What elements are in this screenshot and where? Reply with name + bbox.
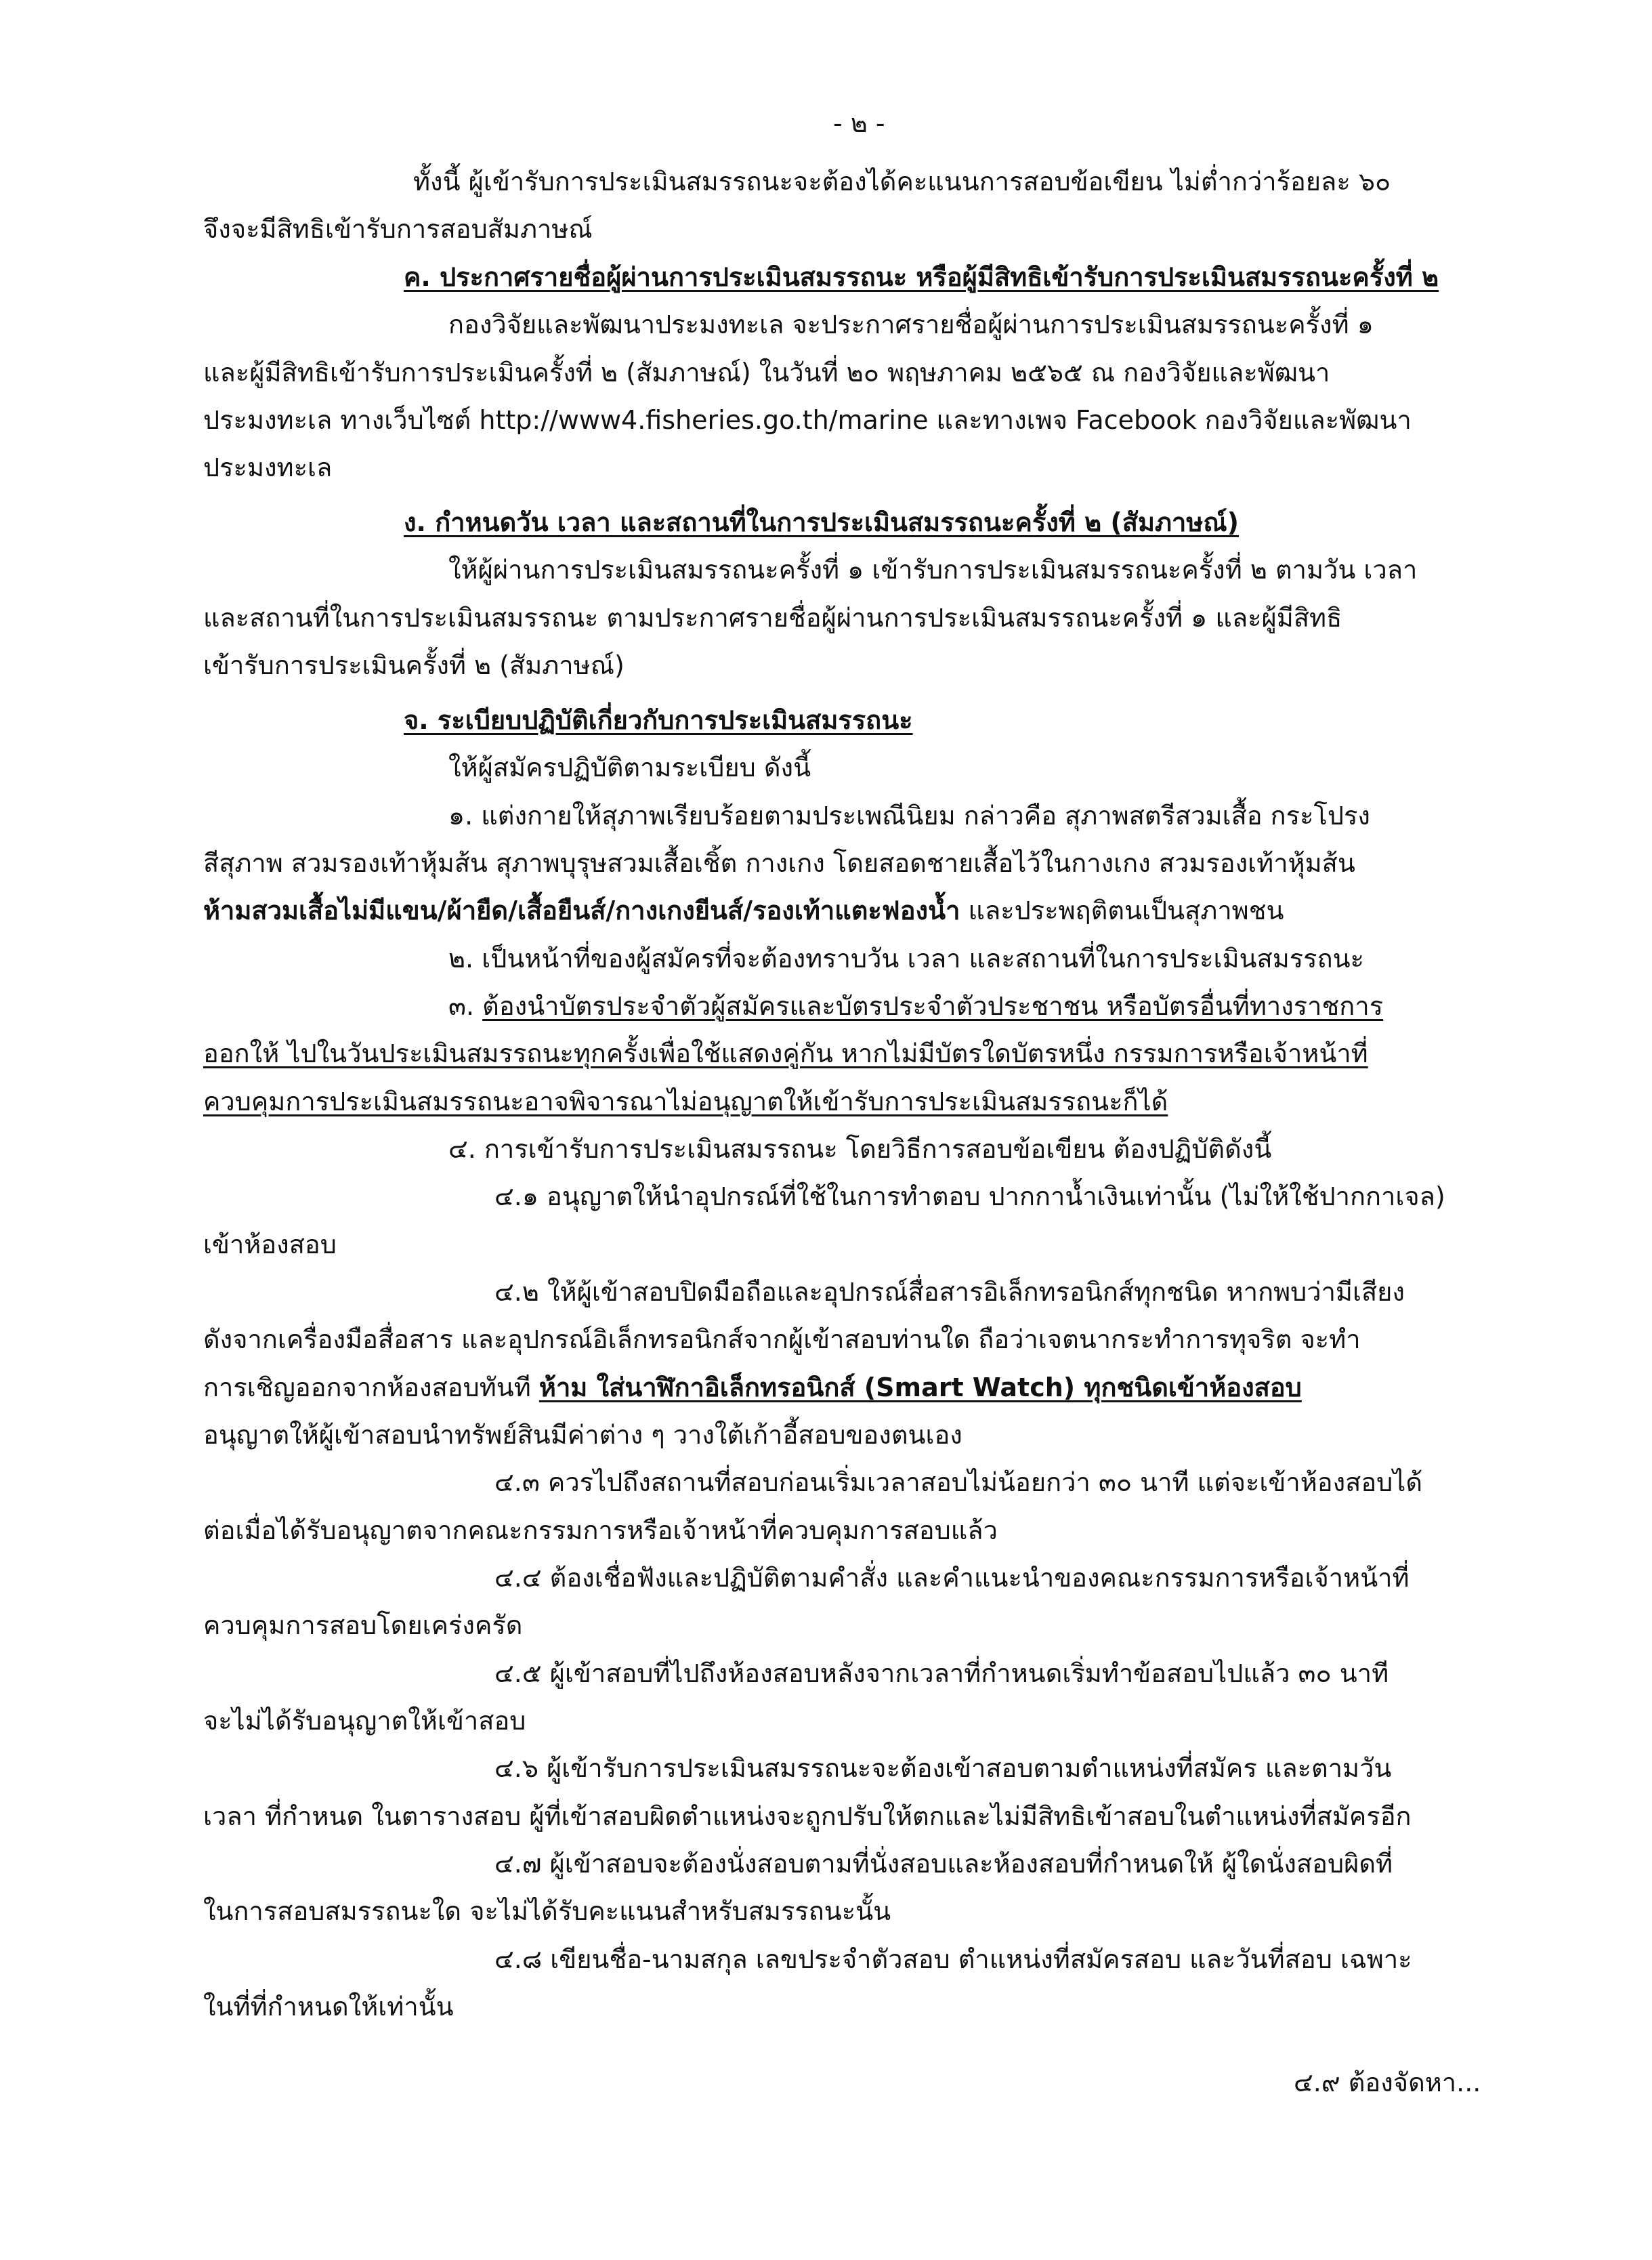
e43-line-2: ต่อเมื่อได้รับอนุญาตจากคณะกรรมการหรือเจ้าหน้าที่ควบคุมการสอบแล้ว <box>203 1515 998 1545</box>
e3-line-1: ๓. ต้องนำบัตรประจำตัวผู้สมัครและบัตรประจำตัวประชาชน หรือบัตรอื่นที่ทางราชการ <box>448 991 1384 1021</box>
heading-c: ค. ประกาศรายชื่อผู้ผ่านการประเมินสมรรถนะ หรือผู้มีสิทธิเข้ารับการประเมินสมรรถนะครั้งที่ ๒ <box>404 262 1439 292</box>
smart-watch-prohibition: ห้าม ใส่นาฬิกาอิเล็กทรอนิกส์ (Smart Watch) ทุกชนิดเข้าห้องสอบ <box>538 1373 1302 1402</box>
e48-line-1: ๔.๘ เขียนชื่อ-นามสกุล เลขประจำตัวสอบ ตำแหน่งที่สมัครสอบ และวันที่สอบ เฉพาะ <box>494 1944 1412 1974</box>
e46-line-1: ๔.๖ ผู้เข้ารับการประเมินสมรรถนะจะต้องเข้าสอบตามตำแหน่งที่สมัคร และตามวัน <box>494 1753 1392 1783</box>
e44-line-2: ควบคุมการสอบโดยเคร่งครัด <box>203 1610 523 1640</box>
d-line-3: เข้ารับการประเมินครั้งที่ ๒ (สัมภาษณ์) <box>203 650 624 680</box>
e42-line-3: การเชิญออกจากห้องสอบทันที ห้าม ใส่นาฬิกาอิเล็กทรอนิกส์ (Smart Watch) ทุกชนิดเข้าห้องสอบ <box>203 1373 1302 1402</box>
d-line-2: และสถานที่ในการประเมินสมรรถนะ ตามประกาศรายชื่อผู้ผ่านการประเมินสมรรถนะครั้งที่ ๑ และผู้มีสิทธิ <box>203 603 1342 633</box>
heading-d: ง. กำหนดวัน เวลา และสถานที่ในการประเมินสมรรถนะครั้งที่ ๒ (สัมภาษณ์) <box>404 507 1240 537</box>
e4-line-1: ๔. การเข้ารับการประเมินสมรรถนะ โดยวิธีการสอบข้อเขียน ต้องปฏิบัติดังนี้ <box>448 1134 1272 1164</box>
e42-line-2: ดังจากเครื่องมือสื่อสาร และอุปกรณ์อิเล็กทรอนิกส์จากผู้เข้าสอบท่านใด ถือว่าเจตนากระทำการทุจริต จะทำ <box>203 1324 1361 1354</box>
intro-line-1: ทั้งนี้ ผู้เข้ารับการประเมินสมรรถนะจะต้องได้คะแนนการสอบข้อเขียน ไม่ต่ำกว่าร้อยละ ๖๐ <box>413 167 1391 196</box>
e43-line-1: ๔.๓ ควรไปถึงสถานที่สอบก่อนเริ่มเวลาสอบไม่น้อยกว่า ๓๐ นาที แต่จะเข้าห้องสอบได้ <box>494 1467 1423 1497</box>
e3-line-3: ควบคุมการประเมินสมรรถนะอาจพิจารณาไม่อนุญาตให้เข้ารับการประเมินสมรรถนะก็ได้ <box>203 1087 1168 1116</box>
intro-line-2: จึงจะมีสิทธิเข้ารับการสอบสัมภาษณ์ <box>203 214 593 244</box>
heading-e: จ. ระเบียบปฏิบัติเกี่ยวกับการประเมินสมรรถนะ <box>404 705 913 735</box>
e45-line-1: ๔.๕ ผู้เข้าสอบที่ไปถึงห้องสอบหลังจากเวลาที่กำหนดเริ่มทำข้อสอบไปแล้ว ๓๐ นาที <box>494 1658 1389 1688</box>
e-line-1: ให้ผู้สมัครปฏิบัติตามระเบียบ ดังนี้ <box>448 753 811 782</box>
e48-line-2: ในที่ที่กำหนดให้เท่านั้น <box>203 1992 454 2022</box>
e47-line-1: ๔.๗ ผู้เข้าสอบจะต้องนั่งสอบตามที่นั่งสอบและห้องสอบที่กำหนดให้ ผู้ใดนั่งสอบผิดที่ <box>494 1849 1393 1879</box>
e41-line-2: เข้าห้องสอบ <box>203 1230 337 1259</box>
e47-line-2: ในการสอบสมรรถนะใด จะไม่ได้รับคะแนนสำหรับสมรรถนะนั้น <box>203 1896 891 1926</box>
c-line-2: และผู้มีสิทธิเข้ารับการประเมินครั้งที่ ๒ (สัมภาษณ์) ในวันที่ ๒๐ พฤษภาคม ๒๕๖๕ ณ กองวิจัยและพัฒนา <box>203 358 1330 388</box>
e1-line-1: ๑. แต่งกายให้สุภาพเรียบร้อยตามประเพณีนิยม กล่าวคือ สุภาพสตรีสวมเสื้อ กระโปรง <box>448 801 1370 831</box>
continuation-note: ๔.๙ ต้องจัดหา... <box>1294 2068 1481 2097</box>
e46-line-2: เวลา ที่กำหนด ในตารางสอบ ผู้ที่เข้าสอบผิดตำแหน่งจะถูกปรับให้ตกและไม่มีสิทธิเข้าสอบในตำแหน่งที่สมัครอีก <box>203 1801 1412 1831</box>
d-line-1: ให้ผู้ผ่านการประเมินสมรรถนะครั้งที่ ๑ เข้ารับการประเมินสมรรถนะครั้งที่ ๒ ตามวัน เวลา <box>448 555 1418 585</box>
e3-line-2: ออกให้ ไปในวันประเมินสมรรถนะทุกครั้งเพื่อใช้แสดงคู่กัน หากไม่มีบัตรใดบัตรหนึ่ง กรรมการหรือเจ้าหน้าที่ <box>203 1039 1368 1068</box>
c-line-3: ประมงทะเล ทางเว็บไซต์ http://www4.fisheries.go.th/marine และทางเพจ Facebook กองวิจัยและพัฒนา <box>203 405 1412 435</box>
e45-line-2: จะไม่ได้รับอนุญาตให้เข้าสอบ <box>203 1706 526 1736</box>
e1-line-3: ห้ามสวมเสื้อไม่มีแขน/ผ้ายืด/เสื้อยืนส์/กางเกงยีนส์/รองเท้าแตะฟองน้ำ และประพฤติตนเป็นสุภาพชน <box>203 896 1284 925</box>
e2-line-1: ๒. เป็นหน้าที่ของผู้สมัครที่จะต้องทราบวัน เวลา และสถานที่ในการประเมินสมรรถนะ <box>448 944 1364 974</box>
c-line-1: กองวิจัยและพัฒนาประมงทะเล จะประกาศรายชื่อผู้ผ่านการประเมินสมรรถนะครั้งที่ ๑ <box>448 310 1374 339</box>
e41-line-1: ๔.๑ อนุญาตให้นำอุปกรณ์ที่ใช้ในการทำตอบ ปากกาน้ำเงินเท่านั้น (ไม่ให้ใช้ปากกาเจล) <box>494 1181 1445 1211</box>
page-number: - ๒ - <box>833 108 885 138</box>
e1-line-2: สีสุภาพ สวมรองเท้าหุ้มส้น สุภาพบุรุษสวมเสื้อเชิ้ต กางเกง โดยสอดชายเสื้อไว้ในกางเกง สวมรองเท้าหุ้มส้น <box>203 848 1355 878</box>
c-line-4: ประมงทะเล <box>203 453 333 482</box>
e42-line-4: อนุญาตให้ผู้เข้าสอบนำทรัพย์สินมีค่าต่าง ๆ วางใต้เก้าอี้สอบของตนเอง <box>203 1420 962 1450</box>
e42-line-1: ๔.๒ ให้ผู้เข้าสอบปิดมือถือและอุปกรณ์สื่อสารอิเล็กทรอนิกส์ทุกชนิด หากพบว่ามีเสียง <box>494 1277 1405 1307</box>
e44-line-1: ๔.๔ ต้องเชื่อฟังและปฏิบัติตามคำสั่ง และคำแนะนำของคณะกรรมการหรือเจ้าหน้าที่ <box>494 1563 1410 1593</box>
dress-code-prohibition: ห้ามสวมเสื้อไม่มีแขน/ผ้ายืด/เสื้อยืนส์/กางเกงยีนส์/รองเท้าแตะฟองน้ำ <box>203 896 960 925</box>
